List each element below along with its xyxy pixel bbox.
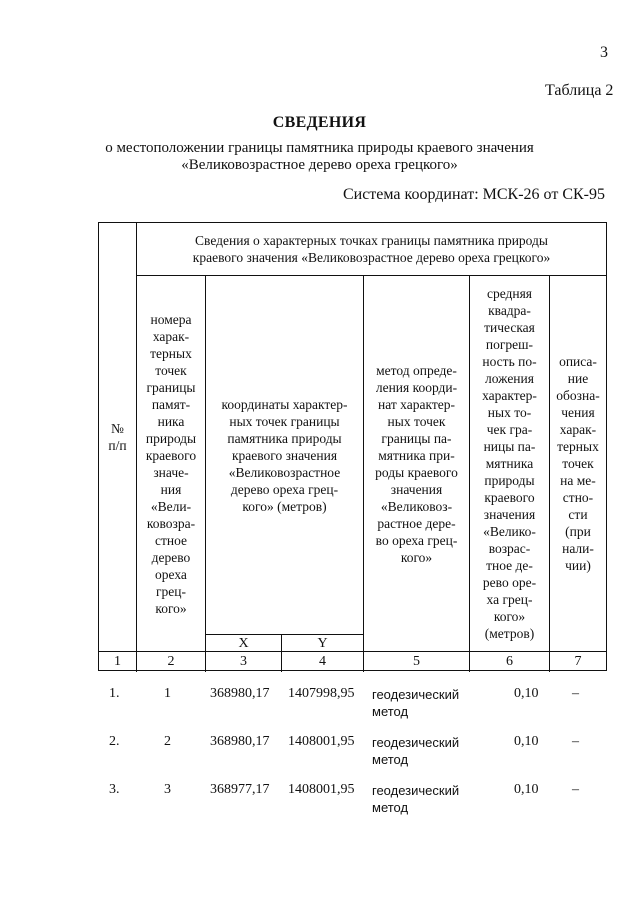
row-method: геодезический метод: [372, 783, 460, 815]
header-description: описа- ние обозна- чения харак- терных точек на ме- стно- сти (при нали- чии): [556, 354, 600, 573]
row-description: –: [572, 734, 579, 749]
header-x: X: [238, 635, 249, 651]
header-coordinates: координаты характер- ных точек границы памятника природы краевого значения «Великовозрастное дерево ореха грец- кого» (метров): [221, 396, 348, 514]
page-number: 3: [600, 44, 608, 61]
row-index: 3.: [109, 782, 120, 797]
row-index: 2.: [109, 734, 120, 749]
coordinate-system-label: Система координат: МСК-26 от СК-95: [342, 186, 605, 203]
row-error: 0,10: [514, 782, 539, 797]
row-index: 1.: [109, 686, 120, 701]
column-number: 6: [506, 654, 513, 669]
header-point-numbers: номера харак- терных точек границы памят- ника природы краевого значе- ния «Вели- ковозра- стное дерево ореха грец- кого»: [145, 311, 197, 616]
row-y: 1408001,95: [288, 734, 355, 749]
header-num: № п/п: [108, 421, 127, 453]
column-number: 1: [114, 654, 121, 669]
column-number: 7: [574, 654, 582, 669]
document-subtitle: о местоположении границы памятника природы краевого значения «Великовозрастное дерево ореха грецкого»: [105, 140, 534, 173]
row-error: 0,10: [514, 734, 539, 749]
row-point: 2: [164, 734, 171, 749]
column-number: 2: [167, 654, 175, 669]
document-title: СВЕДЕНИЯ: [272, 114, 367, 131]
row-method: геодезический метод: [372, 735, 460, 767]
header-method: метод опреде- ления коорди- нат характер- ных точек границы па- мятника при- роды краевого значения «Великовоз- растное дере- во ореха грец- кого»: [375, 362, 458, 565]
row-x: 368980,17: [210, 686, 270, 701]
column-number: 5: [413, 654, 420, 669]
row-method: геодезический метод: [372, 687, 460, 719]
row-point: 1: [164, 686, 171, 701]
header-group: Сведения о характерных точках границы памятника природы краевого значения «Великовозрастное дерево ореха грецкого»: [192, 233, 551, 265]
row-y: 1408001,95: [288, 782, 355, 797]
row-x: 368977,17: [210, 782, 270, 797]
column-number: 4: [319, 654, 326, 669]
row-y: 1407998,95: [288, 686, 355, 701]
row-description: –: [572, 782, 579, 797]
header-y: Y: [317, 635, 328, 651]
row-error: 0,10: [514, 686, 539, 701]
header-table: [98, 222, 607, 671]
column-number: 3: [240, 654, 247, 669]
header-error: средняя квадра- тическая погреш- ность по- ложения характер- ных то- чек гра- ницы па- мятника природы краевого значения «Велико- возрас- тное де- рево оре- ха грец- кого» (метров): [482, 286, 537, 641]
row-x: 368980,17: [210, 734, 270, 749]
row-point: 3: [164, 782, 171, 797]
table-label: Таблица 2: [545, 82, 614, 99]
row-description: –: [572, 686, 579, 701]
